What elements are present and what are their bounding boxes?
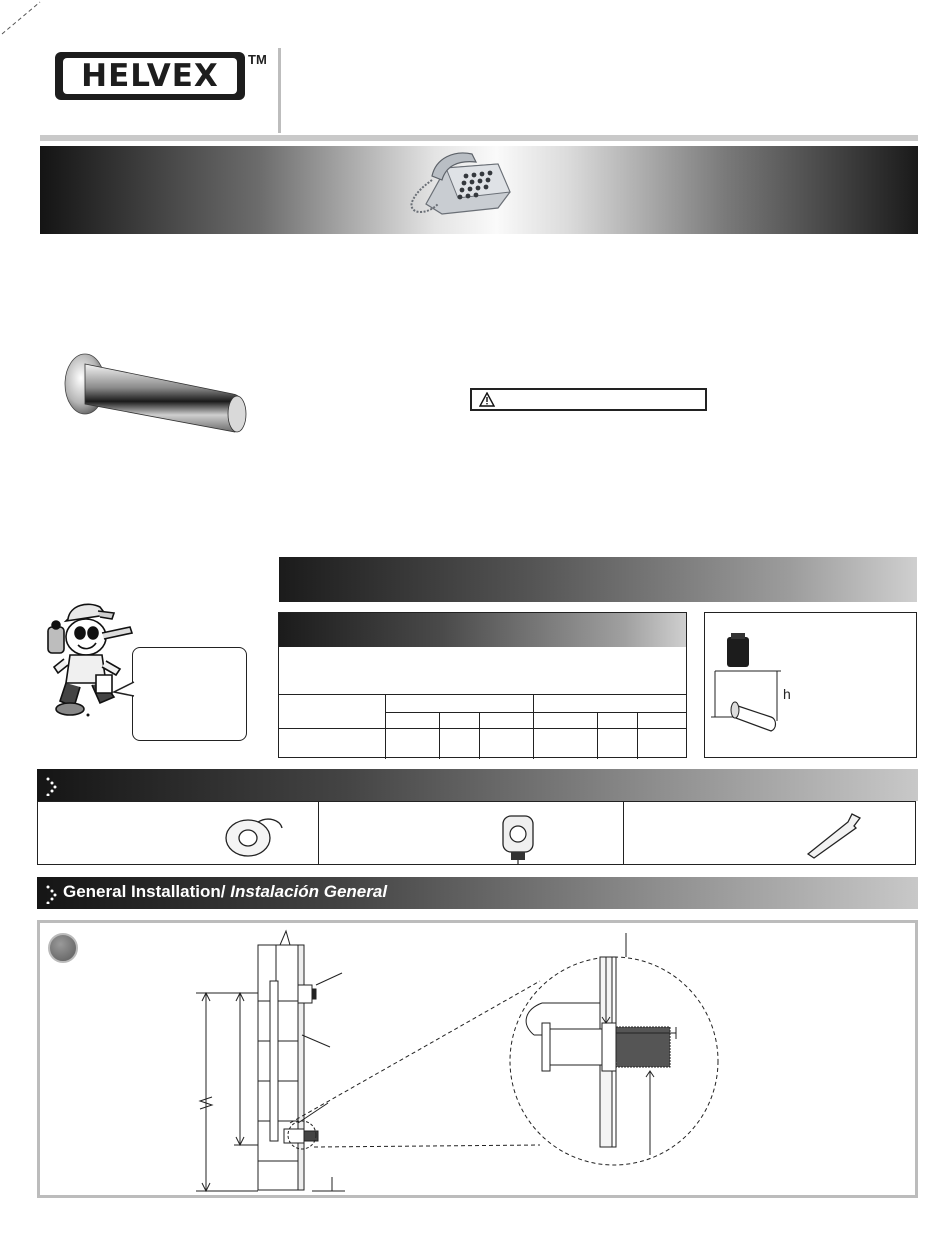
table-rule	[637, 712, 638, 759]
table-rule	[385, 694, 386, 759]
header-rule	[40, 135, 918, 141]
installation-diagram	[40, 923, 915, 1195]
teflon-tape-icon	[222, 810, 284, 858]
title-en: General Installation	[63, 882, 221, 901]
tools-header-bar	[37, 769, 918, 801]
plumber-mascot-icon	[40, 597, 135, 719]
height-diagram	[705, 613, 918, 759]
tool-cell	[624, 802, 917, 864]
allen-wrench-icon	[804, 808, 876, 860]
height-label: h	[783, 686, 791, 702]
general-installation-header	[37, 877, 918, 909]
telephone-icon	[406, 146, 516, 224]
tools-row	[37, 801, 916, 865]
table-rule	[533, 694, 534, 759]
tape-measure-icon	[497, 810, 541, 864]
speech-bubble	[132, 647, 247, 741]
section-title	[63, 882, 387, 902]
helvex-logo	[55, 52, 245, 100]
section-header-bar	[279, 557, 917, 602]
warning-triangle-icon	[479, 392, 495, 407]
table-rule	[279, 728, 686, 729]
warning-box	[470, 388, 707, 411]
tool-cell	[319, 802, 624, 864]
speech-bubble-tail	[112, 680, 136, 700]
crop-mark	[0, 0, 45, 40]
table-rule	[385, 712, 687, 713]
spec-table-panel	[278, 612, 687, 758]
bullet-dots-icon	[45, 776, 57, 796]
title-separator: /	[220, 882, 231, 901]
faucet-spout-icon	[55, 352, 250, 440]
table-rule	[279, 694, 686, 695]
trademark-symbol: TM	[248, 52, 267, 67]
installation-step-panel	[37, 920, 918, 1198]
height-diagram-panel	[704, 612, 917, 758]
table-rule	[439, 712, 440, 759]
tool-cell	[38, 802, 319, 864]
table-rule	[597, 712, 598, 759]
title-es: Instalación General	[230, 882, 388, 901]
spec-table-header	[279, 613, 686, 647]
header-divider	[278, 48, 281, 133]
bullet-dots-icon	[45, 884, 57, 904]
contact-banner	[40, 146, 918, 234]
logo-text: HELVEX	[81, 58, 219, 94]
table-rule	[479, 712, 480, 759]
